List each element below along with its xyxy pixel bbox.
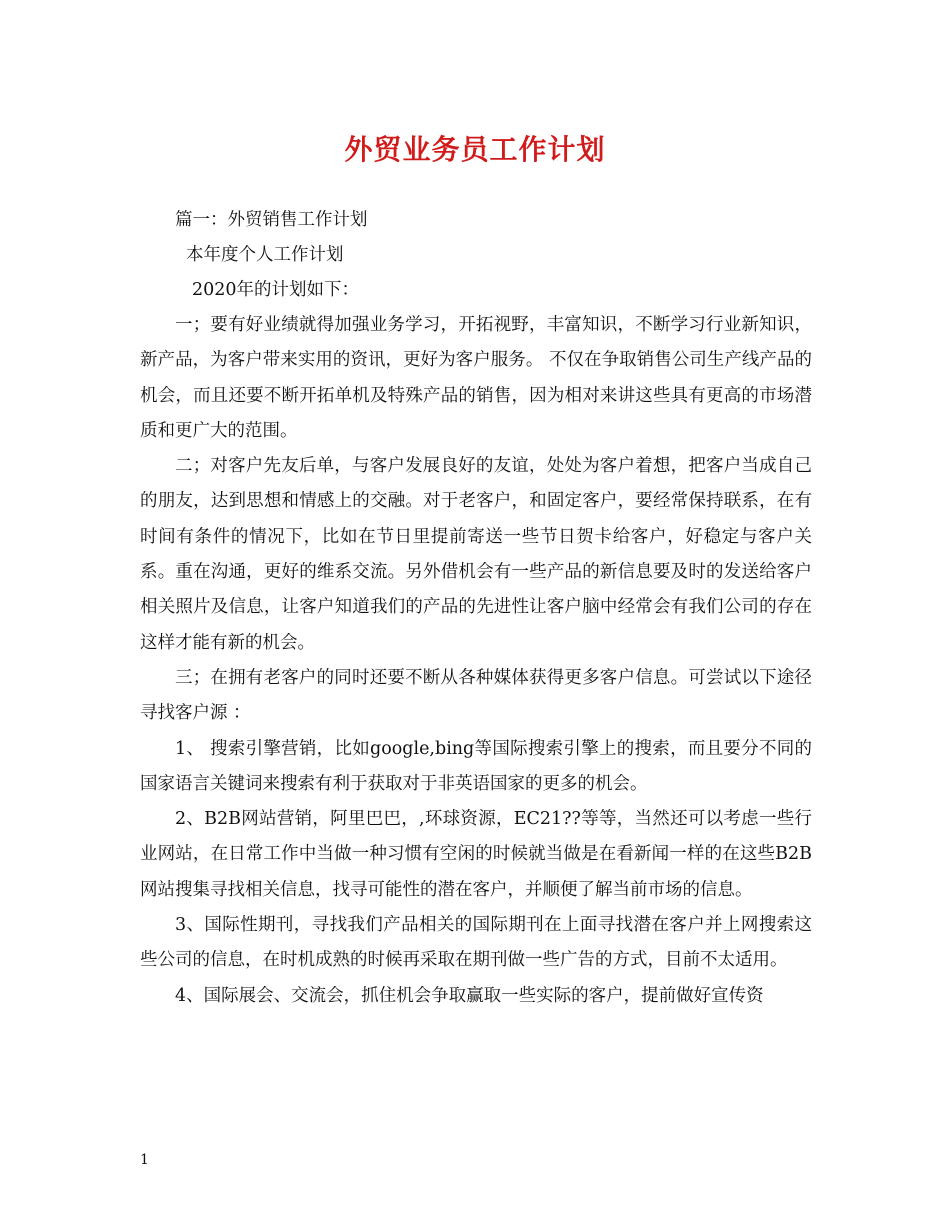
list-item-4: 4、国际展会、交流会，抓住机会争取赢取一些实际的客户，提前做好宣传资	[175, 985, 764, 1006]
list-item-2: 2、B2B网站营销，阿里巴巴，,环球资源，EC21??等等，当然还可以考虑一些行业网站，在日常工作中当做一种习惯有空闲的时候就当做是在看新闻一样的在这些B2B网站搜集寻找相关信息，找寻可能性的潜在客户，并顺便了解当前市场的信息。	[140, 809, 812, 900]
section-heading: 篇一：外贸销售工作计划	[175, 210, 368, 230]
document-title: 外贸业务员工作计划	[344, 133, 606, 166]
plan-heading: 本年度个人工作计划	[186, 245, 344, 265]
paragraph-3: 三；在拥有老客户的同时还要不断从各种媒体获得更多客户信息。可尝试以下途径寻找客户源 ：	[140, 667, 812, 724]
paragraph-1: 一；要有好业绩就得加强业务学习，开拓视野，丰富知识，不断学习行业新知识，新产品，为客户带来实用的资讯，更好为客户服务。 不仅在争取销售公司生产线产品的机会，而且还要不断开拓单机及特殊产品的销售，因为相对来讲这些具有更高的市场潜质和更广大的范围。	[140, 315, 812, 441]
document-body	[140, 203, 812, 1014]
plan-intro: 2020年的计划如下：	[192, 280, 360, 300]
list-item-1: 1、 搜索引擎营销，比如google,bing等国际搜索引擎上的搜索，而且要分不同的国家语言关键词来搜索有利于获取对于非英语国家的更多的机会。	[140, 738, 812, 794]
paragraph-2: 二；对客户先友后单，与客户发展良好的友谊，处处为客户着想，把客户当成自己的朋友，达到思想和情感上的交融。对于老客户，和固定客户，要经常保持联系，在有时间有条件的情况下，比如在节日里提前寄送一些节日贺卡给客户，好稳定与客户关系。重在沟通，更好的维系交流。另外借机会有一些产品的新信息要及时的发送给客户相关照片及信息，让客户知道我们的产品的先进性让客户脑中经常会有我们公司的存在这样才能有新的机会。	[140, 456, 812, 653]
page-number: 1	[140, 1152, 149, 1168]
list-item-3: 3、国际性期刊，寻找我们产品相关的国际期刊在上面寻找潜在客户并上网搜索这些公司的信息，在时机成熟的时候再采取在期刊做一些广告的方式，目前不太适用。	[140, 915, 812, 971]
